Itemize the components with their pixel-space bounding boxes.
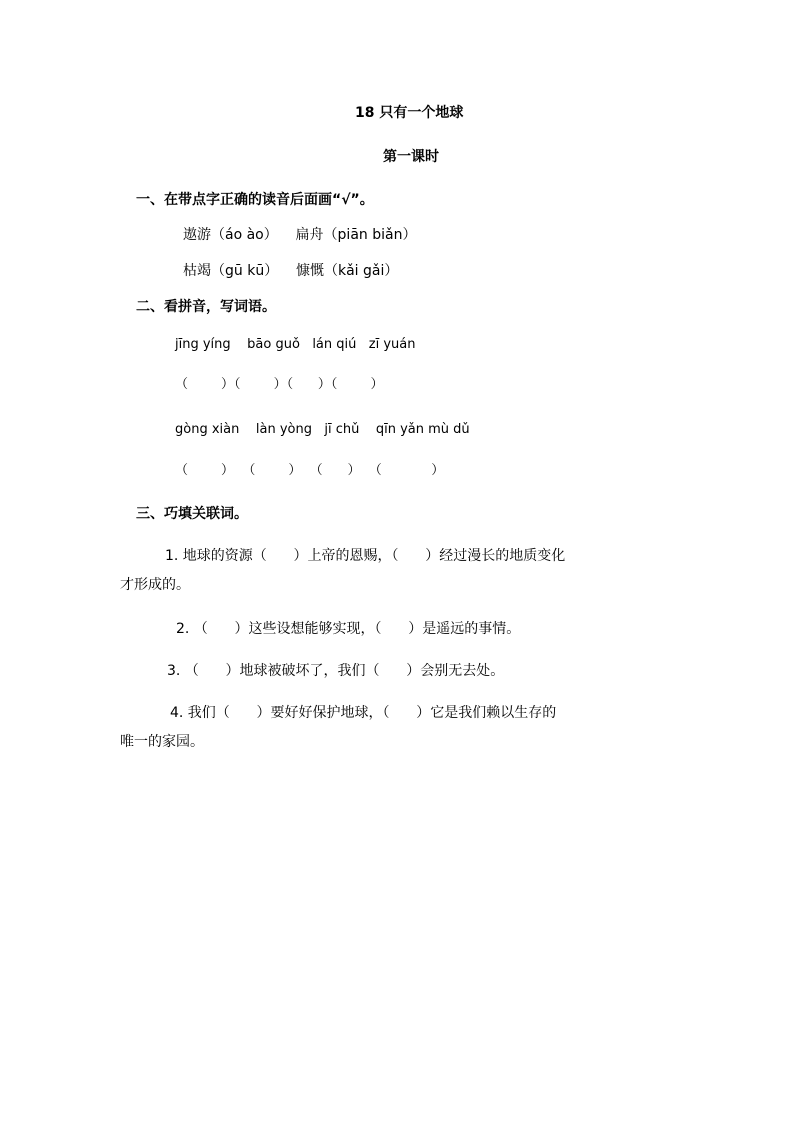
section3-heading: 三、巧填关联词。 [136, 506, 248, 522]
section3-item1-line2: 才形成的。 [120, 577, 190, 593]
section3-item3: 3. （ ）地球被破坏了，我们（ ）会别无去处。 [167, 663, 505, 679]
section3-item4-line1: 4. 我们（ ）要好好保护地球，（ ）它是我们赖以生存的 [170, 705, 557, 721]
section3-item4-line2: 唯一的家园。 [120, 734, 204, 750]
section1-row2: 枯竭（gū kū） 慷慨（kǎi gǎi） [183, 263, 399, 279]
section1-row1: 遨游（áo ào） 扁舟（piān biǎn） [183, 227, 417, 243]
section3-item2: 2. （ ）这些设想能够实现，（ ）是遥远的事情。 [176, 621, 521, 637]
section3-item1-line1: 1. 地球的资源（ ）上帝的恩赐，（ ）经过漫长的地质变化 [165, 548, 566, 564]
section2-blanks-row1: （ ）（ ）（ ）（ ） [175, 377, 384, 392]
page-title: 18 只有一个地球 [355, 105, 464, 121]
section2-blanks-row2: （ ） （ ） （ ） （ ） [175, 463, 445, 478]
section1-heading: 一、在带点字正确的读音后面画“√”。 [136, 192, 374, 208]
section2-pinyin-row2: gòng xiàn làn yòng jī chǔ qīn yǎn mù dǔ [175, 422, 470, 437]
section2-heading: 二、看拼音，写词语。 [136, 299, 276, 315]
section2-pinyin-row1: jīng yíng bāo guǒ lán qiú zī yuán [175, 337, 416, 352]
page-subtitle: 第一课时 [383, 149, 439, 165]
